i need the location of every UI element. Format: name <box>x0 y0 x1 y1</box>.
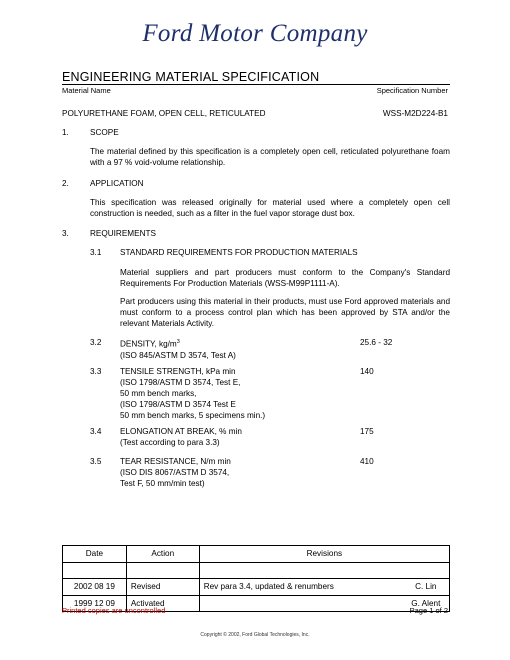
table-row <box>63 579 450 596</box>
spec-number-label: Specification Number <box>376 86 448 95</box>
scope-text: The material defined by this specification is a completely open cell, reticulated polyurethane foam with a 97 % void-volume relationship. <box>90 147 450 167</box>
property-value-elongation: 175 <box>360 427 374 436</box>
property-method-line: 50 mm bench marks, 5 specimens min.) <box>120 411 266 420</box>
subsection-title: STANDARD REQUIREMENTS FOR PRODUCTION MATERIALS <box>120 248 358 257</box>
application-text: This specification was released originally for material used where a completely open cell construction is needed, such as a filter in the fuel vapor storage dust box. <box>90 198 450 218</box>
revision-date <box>63 562 127 579</box>
revision-action: Revised <box>126 579 199 596</box>
page-number: Page 1 of 2 <box>409 606 448 615</box>
ford-logo: Ford Motor Company <box>142 20 368 47</box>
property-name: ELONGATION AT BREAK, % min <box>120 427 242 436</box>
property-method-line: 50 mm bench marks, <box>120 389 197 398</box>
material-name-label: Material Name <box>62 86 111 95</box>
property-name: DENSITY, kg/m <box>120 339 177 349</box>
property-value-tear: 410 <box>360 457 374 466</box>
revision-date: 2002 08 19 <box>63 579 127 596</box>
property-name: TENSILE STRENGTH, kPa min <box>120 367 236 376</box>
property-method-line: (ISO DIS 8067/ASTM D 3574, <box>120 468 230 477</box>
property-method-line: (ISO 1798/ASTM D 3574, Test E, <box>120 378 241 387</box>
copyright: Copyright © 2002, Ford Global Technologies, Inc. <box>200 632 310 638</box>
superscript: 3 <box>176 339 180 345</box>
revision-text <box>199 562 449 579</box>
requirements-para-2: Part producers using this material in their products, must use Ford approved materials and must conform to a process control plan which has been approved by STA and/or the relevant Materials Activity. <box>120 297 450 328</box>
spec-number: WSS-M2D224-B1 <box>382 109 448 118</box>
header-action: Action <box>126 546 199 563</box>
section-number: 2. <box>62 179 69 188</box>
uncontrolled-notice: Printed copies are uncontrolled <box>62 606 166 615</box>
title-rule <box>62 84 450 85</box>
revision-text <box>199 595 402 612</box>
property-name: TEAR RESISTANCE, N/m min <box>120 457 231 466</box>
section-number: 3. <box>62 229 69 238</box>
revision-action <box>126 562 199 579</box>
material-name: POLYURETHANE FOAM, OPEN CELL, RETICULATED <box>62 109 266 118</box>
property-value-density: 25.6 - 32 <box>360 338 393 347</box>
document-title: ENGINEERING MATERIAL SPECIFICATION <box>62 70 320 84</box>
revision-text: Rev para 3.4, updated & renumbers <box>199 579 402 596</box>
requirements-para-1: Material suppliers and part producers must conform to the Company's Standard Requirements For Production Materials (WSS-M99P1111-A). <box>120 268 450 288</box>
property-method: (Test according to para 3.3) <box>120 438 220 447</box>
property-value-tensile: 140 <box>360 367 374 376</box>
property-elongation <box>120 426 242 448</box>
property-number: 3.3 <box>90 367 102 376</box>
revision-action: Activated <box>126 595 199 612</box>
property-density <box>120 337 236 361</box>
table-row <box>63 562 450 579</box>
property-number: 3.2 <box>90 338 102 347</box>
revision-by: C. Lin <box>403 579 450 596</box>
section-title-application: APPLICATION <box>90 179 144 188</box>
property-method: (ISO 845/ASTM D 3574, Test A) <box>120 350 236 360</box>
revision-by: G. Alent <box>403 595 450 612</box>
section-title-scope: SCOPE <box>90 128 119 137</box>
property-method-line: (ISO 1798/ASTM D 3574 Test E <box>120 400 236 409</box>
property-number: 3.4 <box>90 427 102 436</box>
property-method-line: Test F, 50 mm/min test) <box>120 479 205 488</box>
header-date: Date <box>63 546 127 563</box>
revision-header-row <box>63 546 450 563</box>
property-tensile <box>120 366 265 421</box>
section-number: 1. <box>62 128 69 137</box>
header-revisions: Revisions <box>199 546 449 563</box>
property-tear <box>120 456 231 489</box>
property-number: 3.5 <box>90 457 102 466</box>
section-title-requirements: REQUIREMENTS <box>90 229 156 238</box>
revision-table <box>62 545 450 612</box>
subsection-number: 3.1 <box>90 248 102 257</box>
revision-date: 1999 12 09 <box>63 595 127 612</box>
